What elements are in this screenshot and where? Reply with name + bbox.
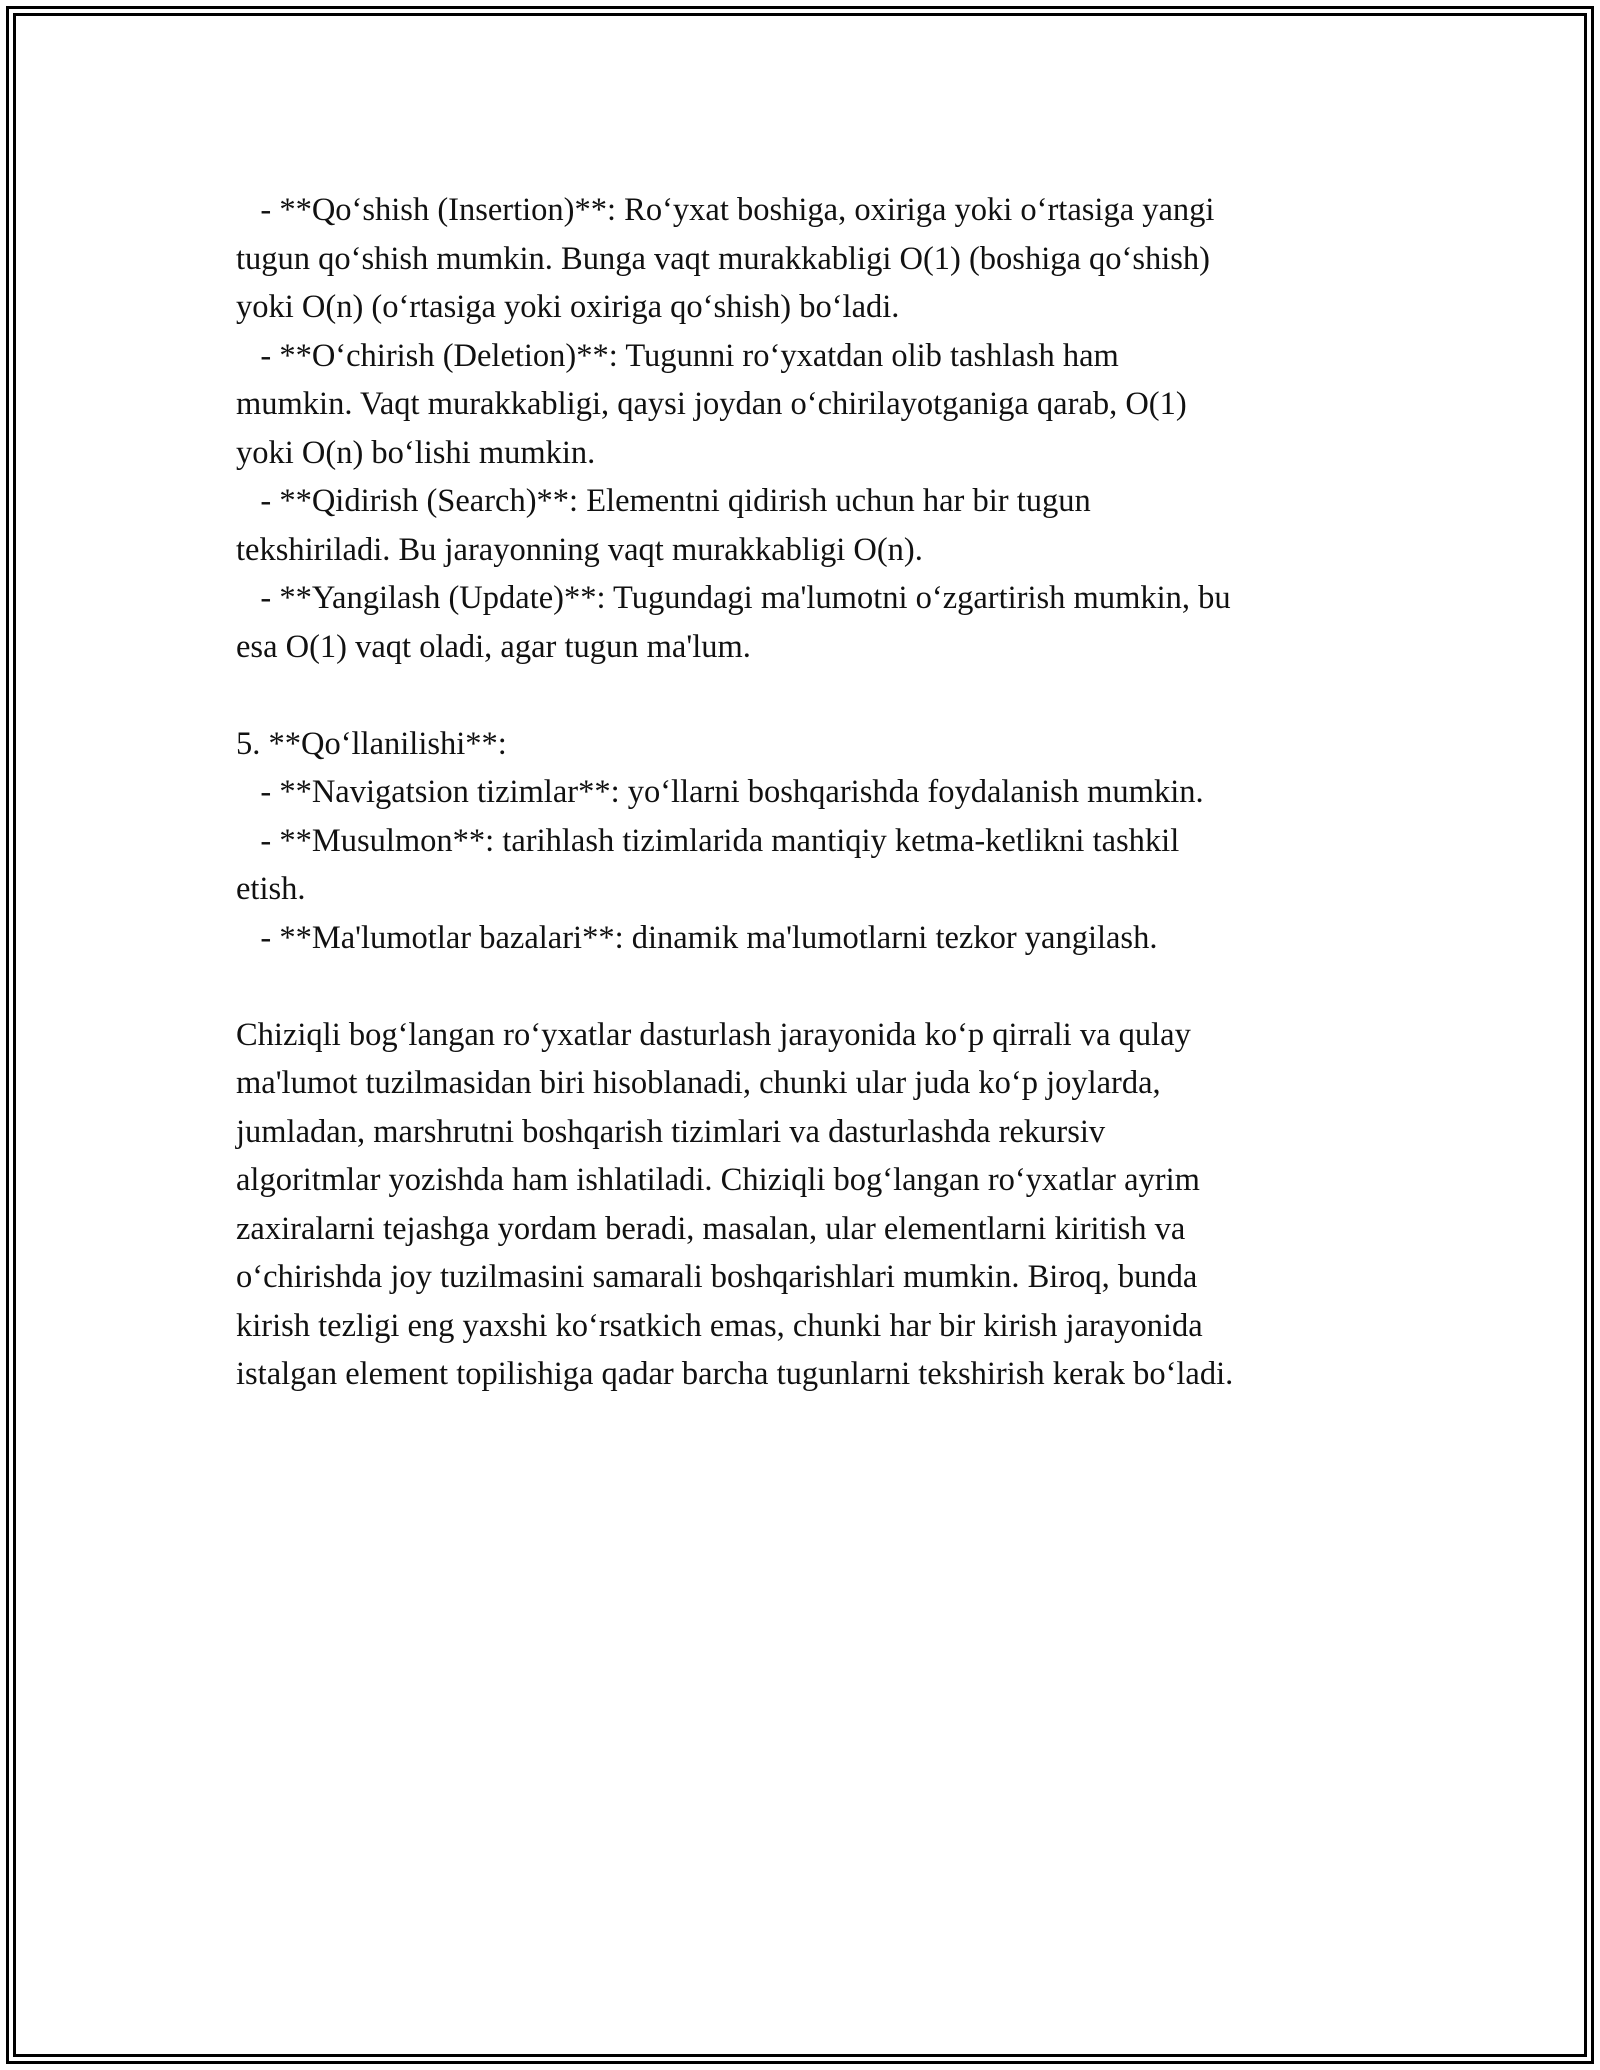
application-item-musulmon	[236, 817, 1396, 914]
paragraph-gap	[236, 962, 1396, 1011]
applications-section	[236, 720, 1396, 963]
document-body	[236, 186, 1396, 1399]
text-line: - **Qidirish (Search)**: Elementni qidirish uchun har bir tugun	[236, 483, 1091, 519]
text-line: - **Musulmon**: tarihlash tizimlarida mantiqiy ketma-ketlikni tashkil	[236, 822, 1180, 859]
text-line: mumkin. Vaqt murakkabligi, qaysi joydan o‘chirilayotganiga qarab, O(1)	[236, 386, 1187, 422]
text-line: - **Ma'lumotlar bazalari**: dinamik ma'lumotlarni tezkor yangilash.	[236, 919, 1158, 956]
text-line: esa O(1) vaqt oladi, agar tugun ma'lum.	[236, 628, 751, 665]
text-line: - **Qo‘shish (Insertion)**: Ro‘yxat boshiga, oxiriga yoki o‘rtasiga yangi	[236, 192, 1215, 228]
text-line: zaxiralarni tejashga yordam beradi, masalan, ular elementlarni kiritish va	[236, 1210, 1186, 1247]
text-line: - **Yangilash (Update)**: Tugundagi ma'lumotni o‘zgartirish mumkin, bu	[236, 580, 1231, 616]
operation-insertion	[236, 186, 1396, 332]
text-line: algoritmlar yozishda ham ishlatiladi. Chiziqli bog‘langan ro‘yxatlar ayrim	[236, 1162, 1200, 1198]
text-line: tekshiriladi. Bu jarayonning vaqt murakkabligi O(n).	[236, 531, 923, 568]
operation-search	[236, 477, 1396, 574]
text-line: jumladan, marshrutni boshqarish tizimlari va dasturlashda rekursiv	[236, 1113, 1106, 1150]
text-line: ma'lumot tuzilmasidan biri hisoblanadi, chunki ular juda ko‘p joylarda,	[236, 1065, 1161, 1101]
paragraph-gap	[236, 671, 1396, 720]
application-item-databases	[236, 914, 1396, 963]
text-line: o‘chirishda joy tuzilmasini samarali boshqarishlari mumkin. Biroq, bunda	[236, 1259, 1198, 1295]
text-line: Chiziqli bog‘langan ro‘yxatlar dasturlash jarayonida ko‘p qirrali va qulay	[236, 1016, 1191, 1053]
operation-update	[236, 574, 1396, 671]
text-line: - **O‘chirish (Deletion)**: Tugunni ro‘yxatdan olib tashlash ham	[236, 337, 1119, 374]
text-line: etish.	[236, 871, 306, 907]
operation-deletion	[236, 332, 1396, 478]
text-line: tugun qo‘shish mumkin. Bunga vaqt murakkabligi O(1) (boshiga qo‘shish)	[236, 240, 1211, 277]
text-line: yoki O(n) bo‘lishi mumkin.	[236, 434, 596, 471]
section-heading: 5. **Qo‘llanilishi**:	[236, 725, 507, 762]
text-line: istalgan element topilishiga qadar barcha tugunlarni tekshirish kerak bo‘ladi.	[236, 1356, 1234, 1392]
conclusion-paragraph	[236, 1011, 1396, 1399]
application-item-navigation	[236, 768, 1396, 817]
text-line: - **Navigatsion tizimlar**: yo‘llarni boshqarishda foydalanish mumkin.	[236, 774, 1204, 810]
text-line: yoki O(n) (o‘rtasiga yoki oxiriga qo‘shish) bo‘ladi.	[236, 289, 900, 325]
operations-list	[236, 186, 1396, 671]
text-line: kirish tezligi eng yaxshi ko‘rsatkich emas, chunki har bir kirish jarayonida	[236, 1307, 1203, 1344]
